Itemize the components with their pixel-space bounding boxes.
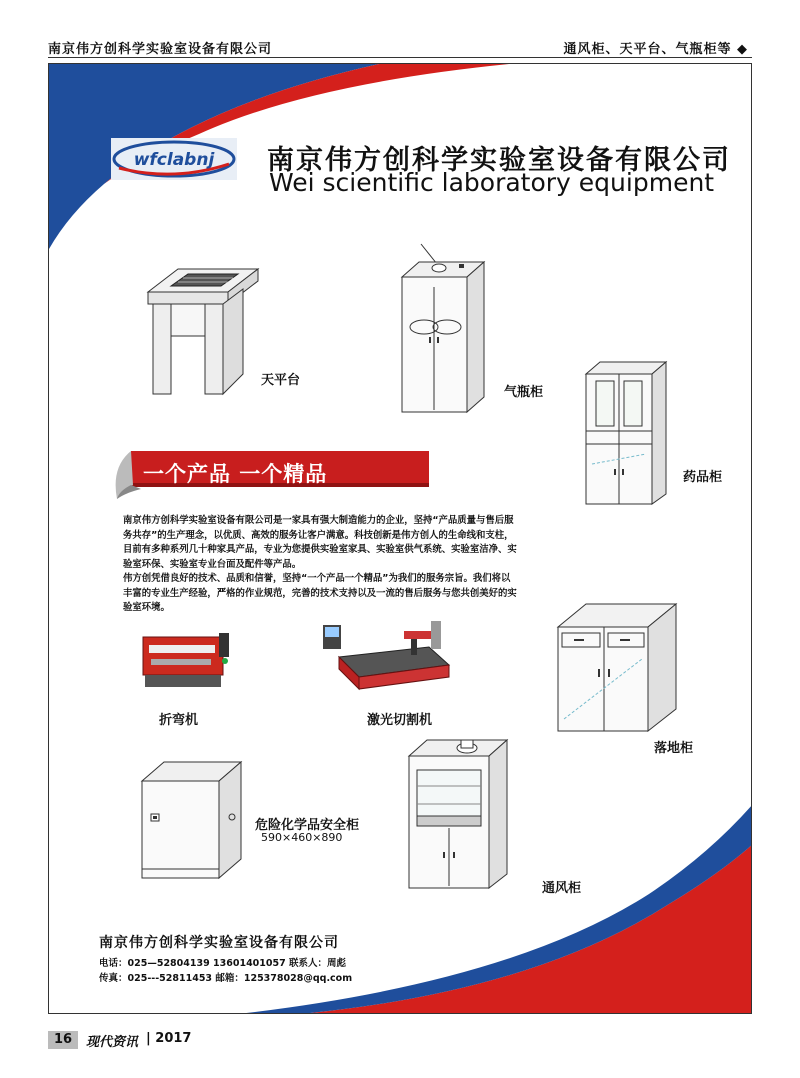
- brand-name-cn: 南京伟方创科学实验室设备有限公司: [267, 145, 731, 176]
- intro-paragraph-1: 南京伟方创科学实验室设备有限公司是一家具有强大制造能力的企业，坚持“产品质量与售后服务共存”的生产理念，以优质、高效的服务让客户满意。科技创新是伟方创人的生命线和支柱，目前有多种系列几十种家具产品，专业为您提供实验室家具、实验室供气系统、实验室洁净、实验室环保、实验室专业台面及配件等产品。: [123, 515, 517, 570]
- advert-frame: [48, 63, 752, 1014]
- laser-cutter-image: [319, 617, 454, 695]
- footer-company: 南京伟方创科学实验室设备有限公司: [99, 935, 339, 951]
- bending-machine-image: [141, 629, 233, 691]
- intro-paragraph-2: 伟方创凭借良好的技术、品质和信誉，坚持“一个产品一个精品”为我们的服务宗旨。我们将以丰富的专业生产经验，严格的作业规范，完善的技术支持以及一流的售后服务与您共创美好的实验室环境。: [123, 573, 517, 613]
- medicine-cabinet-image: [584, 359, 669, 507]
- laser-cutter-label: 激光切割机: [367, 713, 433, 728]
- wfclabnj-logo: [111, 138, 237, 180]
- brand-name-en: Wei scientific laboratory equipment: [269, 168, 715, 197]
- magazine-year: | 2017: [146, 1031, 192, 1046]
- balance-table-image: [143, 264, 263, 399]
- svg-text:wfclabnj: wfclabnj: [133, 150, 215, 170]
- safety-cabinet-dimensions: 590×460×890: [261, 831, 343, 844]
- medicine-cabinet-label: 药品柜: [683, 470, 723, 485]
- gas-cabinet-image: [399, 242, 489, 414]
- balance-table-label: 天平台: [261, 373, 301, 388]
- floor-cabinet-image: [554, 599, 679, 734]
- floor-cabinet-label: 落地柜: [654, 741, 694, 756]
- gas-cabinet-label: 气瓶柜: [504, 385, 544, 400]
- header-category: 通风柜、天平台、气瓶柜等 ◆: [563, 42, 748, 57]
- safety-cabinet-image: [139, 759, 244, 881]
- footer-phone-line: 电话：025—52804139 13601401057 联系人：周彪: [99, 958, 347, 969]
- bending-machine-label: 折弯机: [159, 713, 199, 728]
- footer-fax-line: 传真：025---52811453 邮箱：125378028@qq.com: [99, 973, 353, 984]
- slogan-text: 一个产品 一个精品: [143, 462, 328, 486]
- magazine-name: 现代资讯: [86, 1035, 139, 1050]
- header-rule: [48, 57, 752, 58]
- header-company: 南京伟方创科学实验室设备有限公司: [48, 42, 273, 57]
- fume-hood-label: 通风柜: [542, 881, 582, 896]
- page-number: 16: [48, 1031, 78, 1049]
- fume-hood-image: [407, 736, 512, 891]
- company-intro: [123, 514, 517, 616]
- safety-cabinet-label: 危险化学品安全柜: [255, 818, 360, 833]
